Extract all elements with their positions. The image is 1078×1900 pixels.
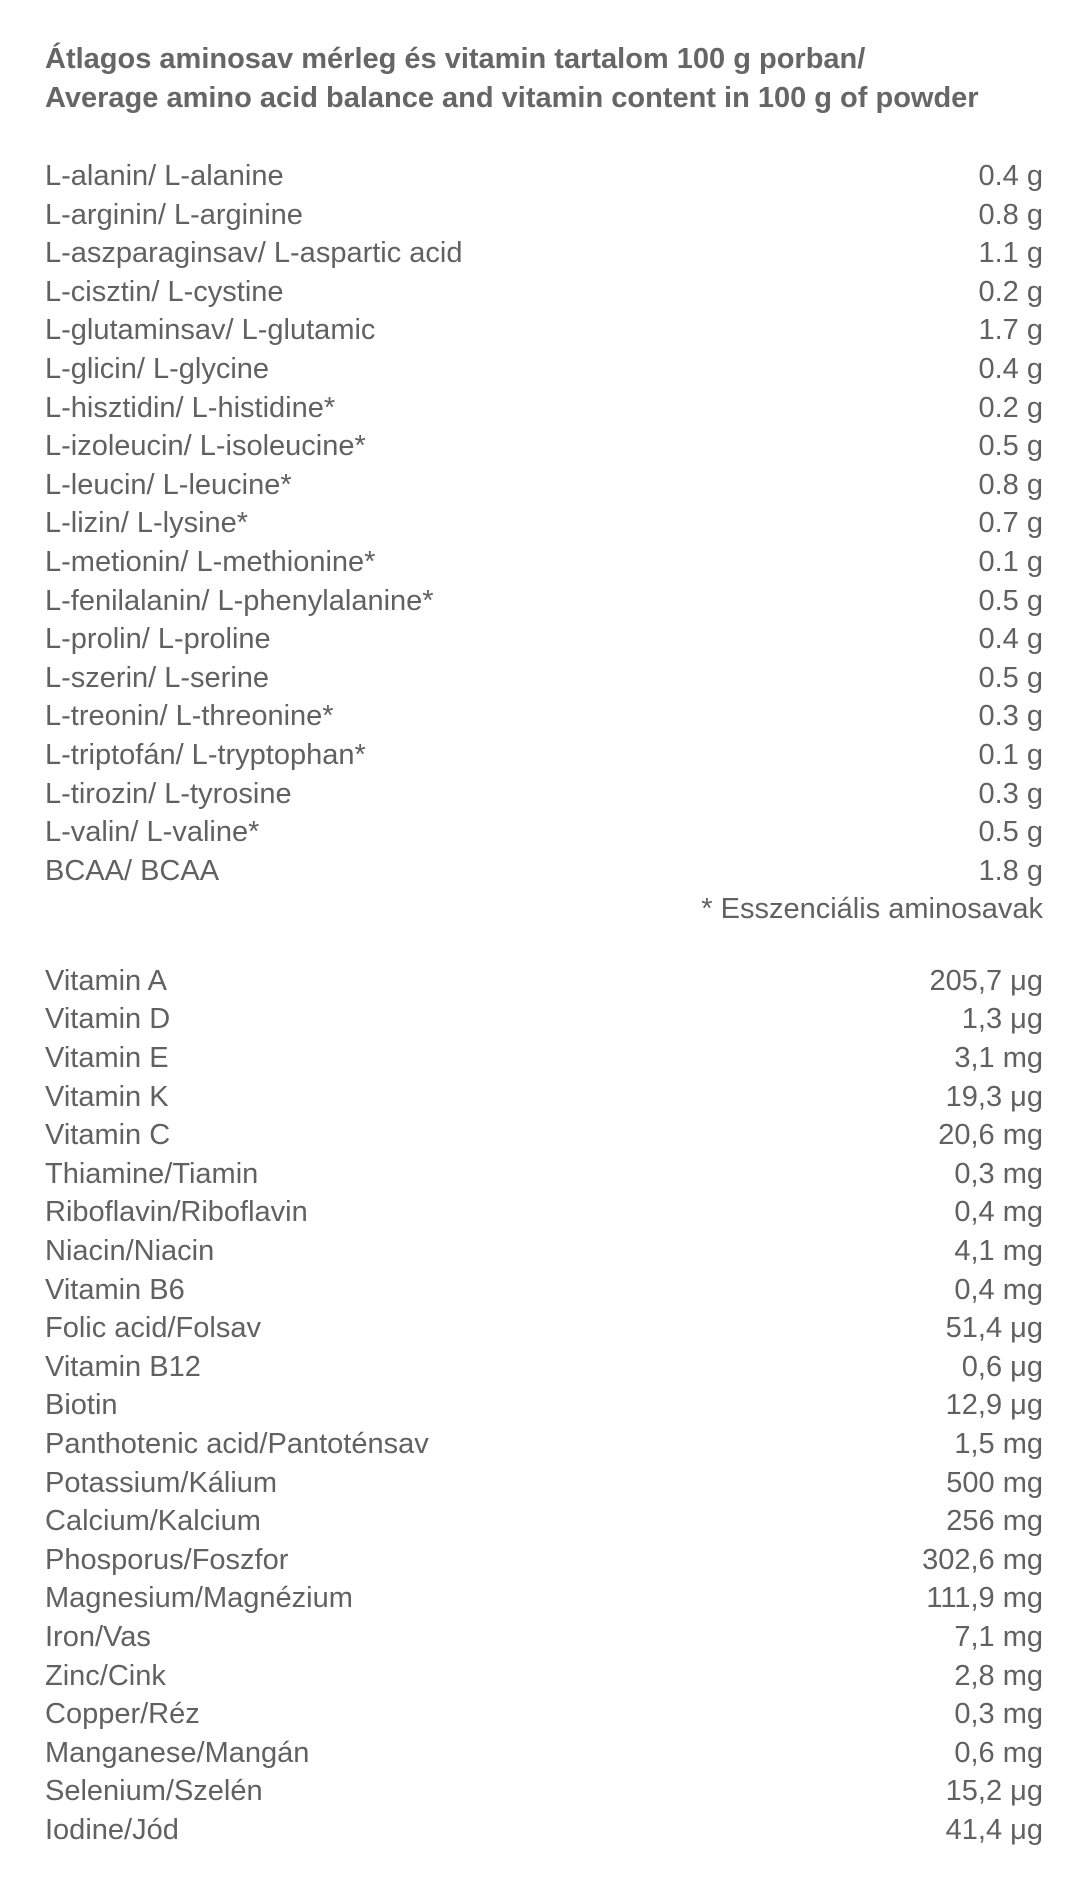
amino-acid-table: [45, 157, 1043, 890]
amino-acid-row-label: L-metionin/ L-methionine*: [45, 545, 376, 578]
vitamin-row: [45, 1386, 1043, 1425]
vitamin-row-value: 1,3 μg: [961, 1003, 1043, 1036]
amino-acid-row: [45, 427, 1043, 466]
title-line-english: Average amino acid balance and vitamin content in 100 g of powder: [45, 82, 979, 114]
vitamin-row-value: 20,6 mg: [938, 1119, 1043, 1152]
vitamin-row-value: 111,9 mg: [926, 1582, 1043, 1615]
vitamin-row: [45, 962, 1043, 1001]
vitamin-row: [45, 1000, 1043, 1039]
vitamin-row: [45, 1155, 1043, 1194]
vitamin-row: [45, 1657, 1043, 1696]
amino-acid-row: [45, 697, 1043, 736]
vitamin-row-label: Panthotenic acid/Pantoténsav: [45, 1428, 429, 1460]
vitamin-row-value: 4,1 mg: [954, 1235, 1043, 1268]
vitamin-row-value: 19,3 μg: [945, 1080, 1043, 1113]
amino-acid-row-label: L-tirozin/ L-tyrosine: [45, 777, 292, 810]
vitamin-row-label: Vitamin C: [45, 1119, 171, 1152]
vitamin-row-value: 41,4 μg: [945, 1813, 1043, 1846]
vitamin-row-value: 0,3 mg: [954, 1698, 1043, 1731]
amino-acid-row-label: L-valin/ L-valine*: [45, 816, 260, 849]
vitamin-row: [45, 1039, 1043, 1078]
amino-acid-row-label: L-fenilalanin/ L-phenylalanine*: [45, 584, 434, 617]
amino-acid-row-label: L-cisztin/ L-cystine: [45, 275, 284, 308]
vitamin-row-label: Vitamin B6: [45, 1273, 185, 1306]
amino-acid-row: [45, 311, 1043, 350]
amino-acid-row-value: 0.8 g: [978, 198, 1043, 231]
vitamin-row-label: Potassium/Kálium: [45, 1466, 278, 1499]
vitamin-row-value: 0,4 mg: [954, 1196, 1043, 1229]
vitamin-row-label: Folic acid/Folsav: [45, 1312, 261, 1345]
amino-acid-row-label: L-leucin/ L-leucine*: [45, 468, 292, 501]
amino-acid-row-value: 1.1 g: [978, 237, 1043, 270]
essential-amino-acids-note: * Esszenciális aminosavak: [701, 893, 1043, 926]
vitamin-mineral-table: [45, 962, 1043, 1850]
vitamin-row-label: Vitamin B12: [45, 1350, 201, 1383]
amino-acid-row-value: 0.3 g: [978, 777, 1043, 810]
amino-acid-row: [45, 852, 1043, 891]
amino-acid-row: [45, 350, 1043, 389]
amino-acid-row-label: L-triptofán/ L-tryptophan*: [45, 738, 366, 771]
vitamin-row-value: 51,4 μg: [945, 1312, 1043, 1345]
amino-acid-row-value: 0.1 g: [978, 738, 1043, 771]
amino-acid-row-value: 0.5 g: [978, 584, 1043, 617]
amino-acid-row-label: BCAA/ BCAA: [45, 854, 220, 887]
vitamin-row: [45, 1271, 1043, 1310]
vitamin-row-value: 256 mg: [946, 1505, 1043, 1538]
amino-acid-row: [45, 234, 1043, 273]
amino-acid-row-value: 1.8 g: [978, 854, 1043, 887]
vitamin-row: [45, 1734, 1043, 1773]
vitamin-row: [45, 1695, 1043, 1734]
vitamin-row: [45, 1425, 1043, 1464]
vitamin-row-label: Vitamin D: [45, 1003, 171, 1036]
amino-acid-row: [45, 466, 1043, 505]
amino-acid-row-label: L-szerin/ L-serine: [45, 661, 270, 694]
amino-acid-row-value: 0.5 g: [978, 816, 1043, 849]
amino-acid-row: [45, 659, 1043, 698]
vitamin-row-label: Riboflavin/Riboflavin: [45, 1196, 308, 1229]
vitamin-row-value: 7,1 mg: [954, 1620, 1043, 1653]
vitamin-row-label: Manganese/Mangán: [45, 1736, 310, 1769]
vitamin-row-label: Niacin/Niacin: [45, 1235, 215, 1268]
amino-acid-row: [45, 582, 1043, 621]
amino-acid-row-label: L-prolin/ L-proline: [45, 623, 271, 656]
vitamin-row: [45, 1348, 1043, 1387]
vitamin-row-label: Phosporus/Foszfor: [45, 1543, 289, 1576]
vitamin-row-value: 0,4 mg: [954, 1273, 1043, 1306]
amino-acid-row-value: 0.5 g: [978, 661, 1043, 694]
amino-acid-row-value: 0.1 g: [978, 545, 1043, 578]
amino-acid-row-value: 0.3 g: [978, 700, 1043, 733]
vitamin-row-label: Zinc/Cink: [45, 1659, 166, 1692]
vitamin-row: [45, 1541, 1043, 1580]
amino-acid-row-label: L-lizin/ L-lysine*: [45, 507, 249, 540]
amino-acid-row-value: 0.4 g: [978, 160, 1043, 192]
vitamin-row: [45, 1772, 1043, 1811]
vitamin-row-value: 500 mg: [946, 1466, 1043, 1499]
amino-acid-row-label: L-alanin/ L-alanine: [45, 160, 284, 192]
amino-acid-row: [45, 504, 1043, 543]
amino-acid-row: [45, 543, 1043, 582]
amino-acid-row-value: 0.8 g: [978, 468, 1043, 501]
page-title: [45, 40, 1005, 118]
amino-acid-row-value: 0.4 g: [978, 623, 1043, 656]
vitamin-row-value: 302,6 mg: [922, 1543, 1043, 1576]
amino-acid-row: [45, 389, 1043, 428]
vitamin-row-value: 2,8 mg: [954, 1659, 1043, 1692]
amino-acid-row-label: L-glicin/ L-glycine: [45, 352, 270, 385]
vitamin-row-value: 15,2 μg: [945, 1775, 1043, 1808]
amino-acid-row-value: 0.4 g: [978, 352, 1043, 385]
vitamin-row-label: Copper/Réz: [45, 1698, 200, 1731]
vitamin-row-label: Selenium/Szelén: [45, 1775, 263, 1808]
vitamin-row-label: Calcium/Kalcium: [45, 1505, 261, 1538]
vitamin-row: [45, 1502, 1043, 1541]
title-line-hungarian: Átlagos aminosav mérleg és vitamin tartalom 100 g porban/: [45, 43, 866, 75]
amino-acid-row-value: 0.2 g: [978, 391, 1043, 424]
amino-acid-row-label: L-arginin/ L-arginine: [45, 198, 303, 231]
vitamin-row-label: Biotin: [45, 1389, 118, 1422]
amino-acid-row-value: 0.5 g: [978, 430, 1043, 463]
vitamin-row: [45, 1193, 1043, 1232]
amino-acid-row: [45, 157, 1043, 196]
vitamin-row: [45, 1078, 1043, 1117]
vitamin-row: [45, 1618, 1043, 1657]
amino-acid-row: [45, 736, 1043, 775]
amino-acid-row-value: 0.2 g: [978, 275, 1043, 308]
amino-acid-row-label: L-glutaminsav/ L-glutamic: [45, 314, 376, 347]
vitamin-row-value: 3,1 mg: [954, 1042, 1043, 1075]
amino-acid-row: [45, 775, 1043, 814]
vitamin-row: [45, 1309, 1043, 1348]
vitamin-row: [45, 1579, 1043, 1618]
vitamin-row-label: Vitamin E: [45, 1042, 169, 1075]
amino-acid-row-value: 0.7 g: [978, 507, 1043, 540]
amino-acid-row: [45, 813, 1043, 852]
vitamin-row-label: Iron/Vas: [45, 1620, 151, 1653]
amino-acid-row-label: L-aszparaginsav/ L-aspartic acid: [45, 237, 463, 270]
vitamin-row-label: Thiamine/Tiamin: [45, 1157, 259, 1190]
amino-acid-row-label: L-hisztidin/ L-histidine*: [45, 391, 336, 424]
amino-acid-row-value: 1.7 g: [978, 314, 1043, 347]
amino-acid-row: [45, 196, 1043, 235]
vitamin-row-value: 0,6 mg: [954, 1736, 1043, 1769]
vitamin-row-label: Vitamin A: [45, 964, 167, 997]
amino-acid-row: [45, 273, 1043, 312]
vitamin-row: [45, 1464, 1043, 1503]
vitamin-row: [45, 1232, 1043, 1271]
vitamin-row-value: 1,5 mg: [954, 1428, 1043, 1460]
amino-acid-row: [45, 620, 1043, 659]
vitamin-row-value: 12,9 μg: [945, 1389, 1043, 1422]
vitamin-row-label: Vitamin K: [45, 1080, 169, 1113]
amino-acid-row-label: L-izoleucin/ L-isoleucine*: [45, 430, 366, 463]
vitamin-row: [45, 1811, 1043, 1850]
vitamin-row-label: Magnesium/Magnézium: [45, 1582, 353, 1615]
vitamin-row-value: 0,6 μg: [961, 1350, 1043, 1383]
vitamin-row-value: 205,7 μg: [929, 964, 1043, 997]
amino-acid-row-label: L-treonin/ L-threonine*: [45, 700, 334, 733]
vitamin-row: [45, 1116, 1043, 1155]
vitamin-row-label: Iodine/Jód: [45, 1813, 179, 1846]
vitamin-row-value: 0,3 mg: [954, 1157, 1043, 1190]
